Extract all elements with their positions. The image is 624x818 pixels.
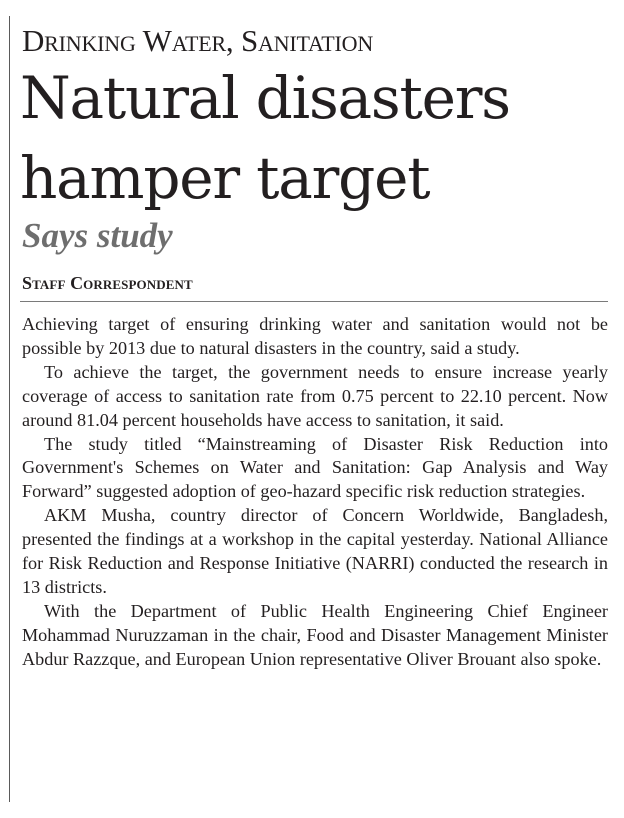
subheadline: Says study — [22, 216, 173, 255]
article-paragraph: With the Department of Public Health Engineering Chief Engineer Mohammad Nuruzzaman in the chair, Food and Disaster Management Minister Abdur Razzque, and European Union representative Oliver Brouant also spoke. — [22, 600, 608, 669]
article-paragraph: Achieving target of ensuring drinking water and sanitation would not be possible by 2013 due to natural disasters in the country, said a study. — [22, 314, 608, 358]
article-body — [22, 313, 608, 672]
byline: Staff Correspondent — [22, 273, 193, 293]
byline-divider — [20, 301, 608, 302]
article-paragraph: AKM Musha, country director of Concern Worldwide, Bangladesh, presented the findings at a workshop in the capital yesterday. National Alliance for Risk Reduction and Response Initiative (NARRI) conducted the research in 13 districts. — [22, 505, 608, 597]
column-rule — [9, 16, 10, 802]
article-paragraph: To achieve the target, the government needs to ensure increase yearly coverage of access to sanitation rate from 0.75 percent to 22.10 percent. Now around 81.04 percent households have access to sanitation, it said. — [22, 361, 608, 430]
section-kicker: Drinking Water, Sanitation — [22, 23, 374, 58]
article-paragraph: The study titled “Mainstreaming of Disaster Risk Reduction into Government's Schemes on Water and Sanitation: Gap Analysis and Way Forward” suggested adoption of geo-hazard specific risk reduction strategies. — [22, 433, 608, 502]
headline: Natural disasters hamper target — [20, 64, 510, 212]
